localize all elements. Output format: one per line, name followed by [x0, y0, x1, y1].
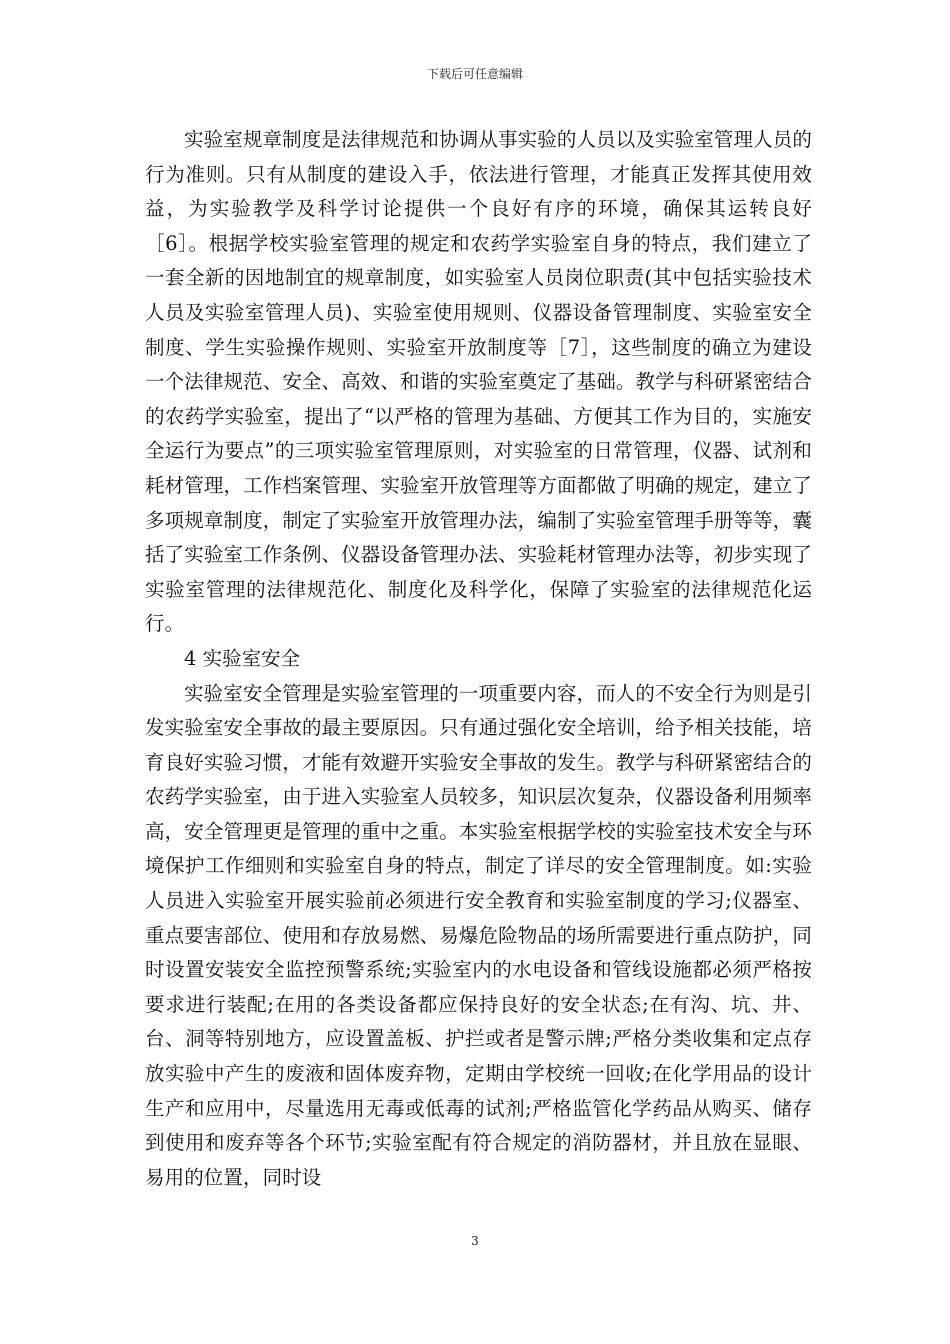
document-body — [145, 123, 812, 1195]
page-header: 下载后可任意编辑 — [426, 67, 523, 81]
paragraph-lab-safety: 实验室安全管理是实验室管理的一项重要内容，而人的不安全行为则是引发实验室安全事故的最主要原因。只有通过强化安全培训，给予相关技能，培育良好实验习惯，才能有效避开实验安全事故的发生。教学与科研紧密结合的农药学实验室，由于进入实验室人员较多，知识层次复杂，仪器设备利用频率高，安全管理更是管理的重中之重。本实验室根据学校的实验室技术安全与环境保护工作细则和实验室自身的特点，制定了详尽的安全管理制度。如:实验人员进入实验室开展实验前必须进行安全教育和实验室制度的学习;仪器室、重点要害部位、使用和存放易燃、易爆危险物品的场所需要进行重点防护，同时设置安装安全监控预警系统;实验室内的水电设备和管线设施都必须严格按要求进行装配;在用的各类设备都应保持良好的安全状态;在有沟、坑、井、台、洞等特别地方，应设置盖板、护拦或者是警示牌;严格分类收集和定点存放实验中产生的废液和固体废弃物，定期由学校统一回收;在化学用品的设计生产和应用中，尽量选用无毒或低毒的试剂;严格监管化学药品从购买、储存到使用和废弃等各个环节;实验室配有符合规定的消防器材，并且放在显眼、易用的位置，同时设 — [145, 681, 812, 1189]
section-heading-lab-safety: 4 实验室安全 — [184, 646, 301, 670]
page-number: 3 — [471, 1234, 479, 1248]
paragraph-regulations: 实验室规章制度是法律规范和协调从事实验的人员以及实验室管理人员的行为准则。只有从制度的建设入手，依法进行管理，才能真正发挥其使用效益，为实验教学及科学讨论提供一个良好有序的环境，确保其运转良好［6］。根据学校实验室管理的规定和农药学实验室自身的特点，我们建立了一套全新的因地制宜的规章制度，如实验室人员岗位职责(其中包括实验技术人员及实验室管理人员)、实验室使用规则、仪器设备管理制度、实验室安全制度、学生实验操作规则、实验室开放制度等［7］，这些制度的确立为建设一个法律规范、安全、高效、和谐的实验室奠定了基础。教学与科研紧密结合的农药学实验室，提出了“以严格的管理为基础、方便其工作为目的，实施安全运行为要点”的三项实验室管理原则，对实验室的日常管理，仪器、试剂和耗材管理，工作档案管理、实验室开放管理等方面都做了明确的规定，建立了多项规章制度，制定了实验室开放管理办法，编制了实验室管理手册等等，囊括了实验室工作条例、仪器设备管理办法、实验耗材管理办法等，初步实现了实验室管理的法律规范化、制度化及科学化，保障了实验室的法律规范化运行。 — [145, 128, 812, 636]
